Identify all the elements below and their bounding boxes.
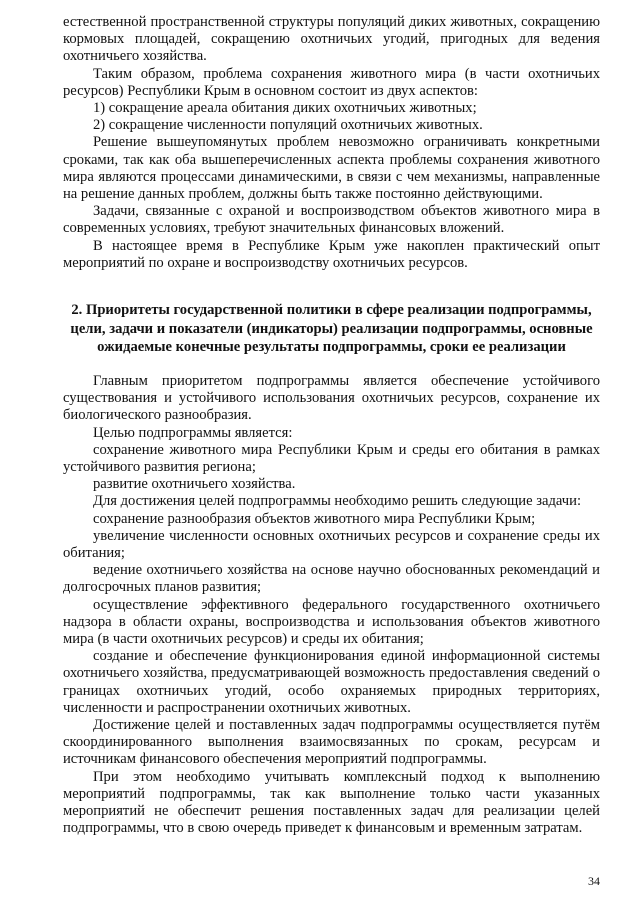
intro-text-block xyxy=(63,14,600,272)
list-item: ведение охотничьего хозяйства на основе научно обоснованных рекомендаций и долгосрочных планов развития; xyxy=(63,562,600,596)
paragraph: Решение вышеупомянутых проблем невозможно ограничивать конкретными сроками, так как оба вышеперечисленных аспекта проблемы сохранения животного мира являются процессами динамическими, в связи с чем механизмы, направленные на решение данных проблем, должны быть также постоянно действующими. xyxy=(63,134,600,203)
paragraph: естественной пространственной структуры популяций диких животных, сокращению кормовых площадей, сокращению охотничьих угодий, пригодных для ведения охотничьего хозяйства. xyxy=(63,14,600,65)
paragraph: Главным приоритетом подпрограммы является обеспечение устойчивого существования и устойчивого использования охотничьих ресурсов, сохранение их биологического разнообразия. xyxy=(63,373,600,424)
paragraph: Для достижения целей подпрограммы необходимо решить следующие задачи: xyxy=(93,493,581,510)
paragraph: Достижение целей и поставленных задач подпрограммы осуществляется путём скоординированного выполнения взаимосвязанных по срокам, ресурсам и источникам финансового обеспечения мероприятий подпрограммы. xyxy=(63,717,600,768)
list-item: 2) сокращение численности популяций охотничьих животных. xyxy=(93,117,483,134)
list-item: увеличение численности основных охотничьих ресурсов и сохранение среды их обитания; xyxy=(63,527,600,562)
list-item: развитие охотничьего хозяйства. xyxy=(93,476,296,493)
paragraph: В настоящее время в Республике Крым уже накоплен практический опыт мероприятий по охране и воспроизводству охотничьих ресурсов. xyxy=(63,237,600,271)
list-item: создание и обеспечение функционирования единой информационной системы охотничьего хозяйства, предусматривающей возможность предоставления сведений о границах охотничьих угодий, особо охраняемых природных территориях, численности и распространении охотничьих животных. xyxy=(63,648,600,716)
paragraph: Задачи, связанные с охраной и воспроизводством объектов животного мира в современных условиях, требуют значительных финансовых вложений. xyxy=(63,203,600,237)
section-heading: 2. Приоритеты государственной политики в сфере реализации подпрограммы, цели, задачи и показатели (индикаторы) реализации подпрограммы, основные ожидаемые конечные результаты подпрограммы, сроки ее реализации xyxy=(70,302,593,356)
list-item: сохранение разнообразия объектов животного мира Республики Крым; xyxy=(93,510,536,527)
list-item: 1) сокращение ареала обитания диких охотничьих животных; xyxy=(93,100,477,117)
paragraph: Таким образом, проблема сохранения животного мира (в части охотничьих ресурсов) Республики Крым в основном состоит из двух аспектов: xyxy=(63,65,600,99)
page-number: 34 xyxy=(588,874,600,888)
paragraph: При этом необходимо учитывать комплексный подход к выполнению мероприятий подпрограммы, так как выполнение только части указанных мероприятий не обеспечит решения поставленных задач для реализации целей подпрограммы, что в свою очередь приведет к финансовым и временным затратам. xyxy=(63,768,600,837)
list-item: сохранение животного мира Республики Крым и среды его обитания в рамках устойчивого развития региона; xyxy=(63,441,600,476)
body-text-block xyxy=(63,373,600,837)
list-item: осуществление эффективного федерального государственного охотничьего надзора в области охраны, воспроизводства и использования объектов животного мира (в части охотничьих ресурсов) и среды их обитания; xyxy=(63,596,600,648)
paragraph: Целью подпрограммы является: xyxy=(93,424,293,441)
